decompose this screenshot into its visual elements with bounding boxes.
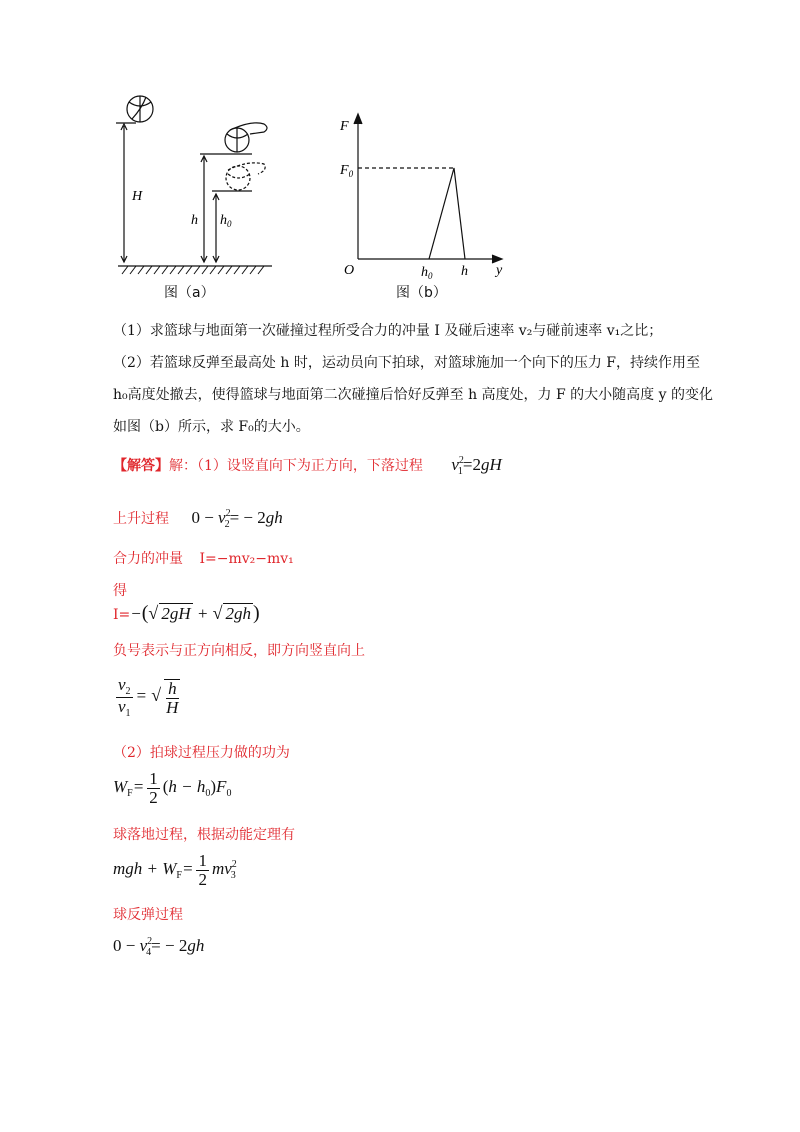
- equation-fall: $v^2_1=2gH$: [451, 455, 502, 477]
- impulse-label: 合力的冲量: [113, 551, 183, 567]
- negative-note: 负号表示与正方向相反，即方向竖直向上: [113, 643, 365, 659]
- axis-F-label: F: [340, 119, 349, 134]
- rise-line: [113, 508, 283, 528]
- solution-intro: [113, 455, 502, 475]
- rebound-label: 球反弹过程: [113, 907, 183, 923]
- impulse-line: [113, 548, 294, 568]
- question-2-line-2: h₀高度处撤去，使得篮球与地面第二次碰撞后恰好反弹至 h 高度处，力 F 的大小随高度 y 的变化: [113, 387, 713, 403]
- energy-equation: mgh + $W_F=$ $\frac{1}{2}$ $mv^2_3$: [113, 851, 237, 889]
- label-h0: $h_0$: [220, 213, 232, 229]
- solution-tag: 【解答】: [113, 458, 169, 474]
- origin-label: O: [344, 263, 355, 278]
- F0-label: $F_0$: [340, 163, 354, 179]
- label-H: H: [132, 189, 143, 204]
- solution-intro-text: 解：（1）设竖直向下为正方向，下落过程: [169, 458, 423, 474]
- get-label: 得: [113, 583, 127, 599]
- question-2-line-3: 如图（b）所示，求 F₀的大小。: [113, 419, 310, 435]
- impulse-result: I=−(√ 2gH + √ 2gh ): [113, 602, 260, 624]
- ratio-equation: $\frac{v_2}{v_1}$ = √ $\frac{h}{H}$: [118, 675, 179, 719]
- rebound-equation: $0 - v^2_4= - 2gh$: [113, 936, 205, 958]
- figure-a-caption: 图（a）: [164, 285, 215, 301]
- label-h: h: [191, 213, 198, 228]
- tick-h0-label: $h_0$: [421, 265, 433, 281]
- figure-a: [112, 90, 282, 280]
- question-2-line-1: （2）若篮球反弹至最高处 h 时，运动员向下拍球，对篮球施加一个向下的压力 F，持续作用至: [113, 355, 700, 371]
- question-1: （1）求篮球与地面第一次碰撞过程所受合力的冲量 I 及碰后速率 v₂与碰前速率 v₁之比；: [113, 323, 663, 339]
- equation-rise: $0 - v^2_2= - 2gh$: [191, 508, 283, 530]
- landing-label: 球落地过程，根据动能定理有: [113, 827, 295, 843]
- work-equation: $W_F=$ $\frac{1}{2}$ $(h - h_0)F_0$: [113, 769, 232, 807]
- axis-y-label: y: [496, 263, 503, 278]
- part-2-heading: （2）拍球过程压力做的功为: [113, 745, 290, 761]
- figure-b: [336, 112, 516, 284]
- figure-b-caption: 图（b）: [396, 285, 447, 301]
- impulse-expr: I=−mv₂−mv₁: [199, 551, 294, 567]
- tick-h-label: h: [461, 264, 468, 279]
- rise-label: 上升过程: [113, 511, 169, 527]
